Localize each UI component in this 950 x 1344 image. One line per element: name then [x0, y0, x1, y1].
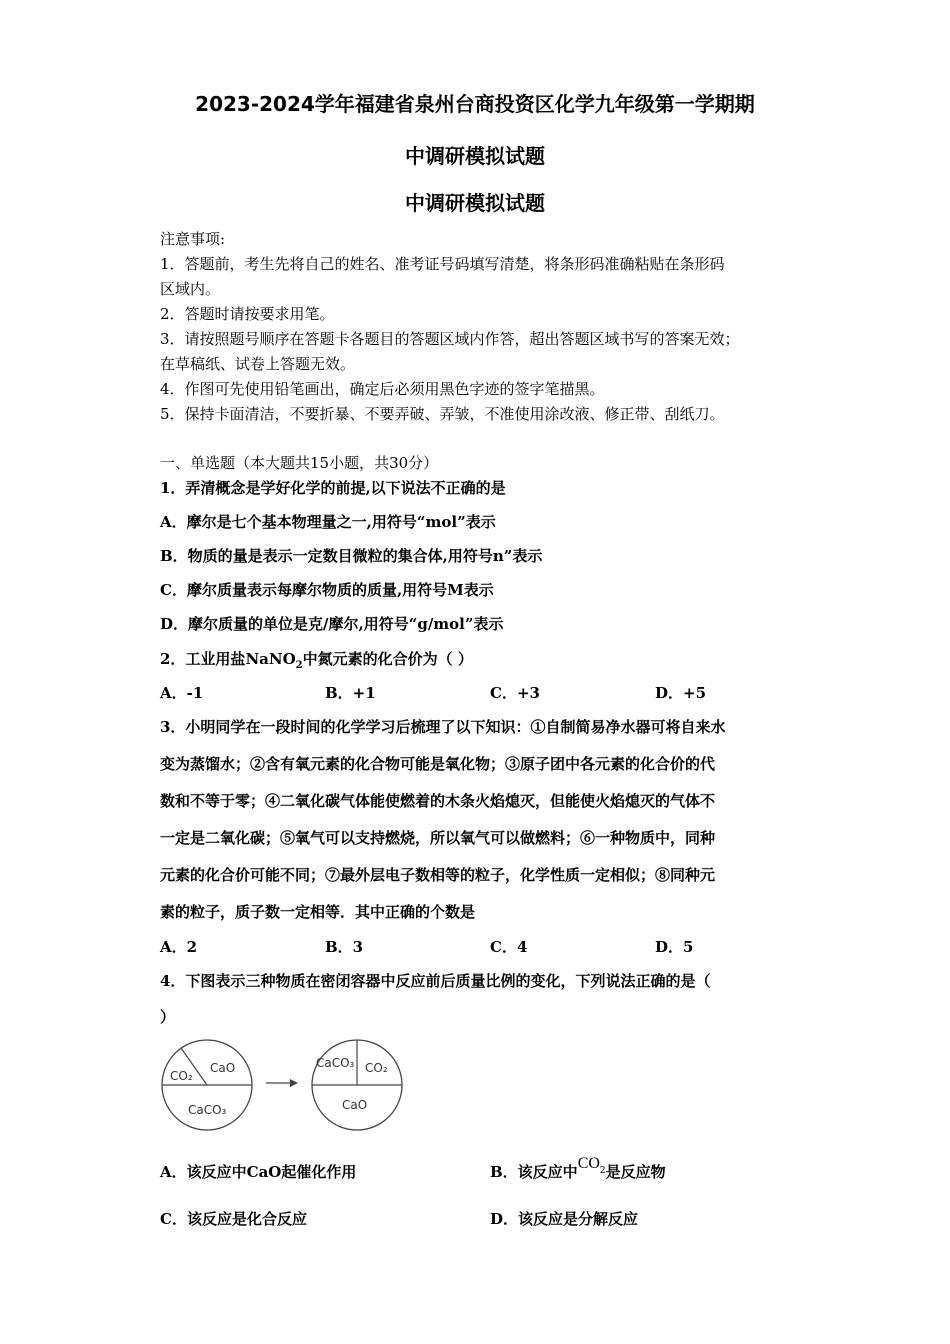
q4-option-b: B．该反应中$CO^2$是反应物 [490, 1155, 666, 1181]
q2-option-c: C．+3 [490, 684, 540, 702]
arrow [266, 1079, 298, 1087]
q2-stem: 2．工业用盐NaNO$_2$中氮元素的化合价为（ ） [160, 650, 473, 671]
section-heading: 一、单选题（本大题共15小题，共30分） [160, 454, 439, 472]
q4-stem-line2: ） [160, 1008, 176, 1026]
notice-item-3a: 3．请按照题号顺序在答题卡各题目的答题区域内作答，超出答题区域书写的答案无效； [160, 330, 740, 348]
q2-option-a: A．-1 [160, 684, 204, 702]
notice-item-5: 5．保持卡面清洁，不要折暴、不要弄破、弄皱，不准使用涂改液、修正带、刮纸刀。 [160, 405, 725, 423]
notice-item-1b: 区域内。 [160, 280, 221, 298]
pie-after-cao-label: CaO [342, 1098, 368, 1112]
q2-option-d: D．+5 [655, 684, 707, 702]
q3-option-b: B．3 [325, 938, 364, 956]
q3-line6: 素的粒子，质子数一定相等．其中正确的个数是 [160, 903, 476, 921]
notice-item-2: 2．答题时请按要求用笔。 [160, 305, 335, 323]
q1-option-b: B．物质的量是表示一定数目微粒的集合体,用符号n”表示 [160, 547, 543, 565]
q4-stem-line1: 4．下图表示三种物质在密闭容器中反应前后质量比例的变化，下列说法正确的是（ [160, 972, 711, 990]
q3-option-d: D．5 [655, 938, 694, 956]
pie-after-co2-label: CO₂ [365, 1061, 388, 1075]
q3-line1: 3．小明同学在一段时间的化学学习后梳理了以下知识：①自制简易净水器可将自来水 [160, 718, 726, 736]
q4-option-a: A．该反应中CaO起催化作用 [160, 1163, 357, 1181]
q3-line4: 一定是二氧化碳；⑤氧气可以支持燃烧，所以氧气可以做燃料；⑥一种物质中，同种 [160, 829, 716, 847]
pie-before-co2-label: CO₂ [170, 1069, 193, 1083]
q1-option-c: C．摩尔质量表示每摩尔物质的质量,用符号M表示 [160, 581, 494, 599]
exam-title-line1: 2023-2024学年福建省泉州台商投资区化学九年级第一学期期 [195, 92, 755, 116]
pie-after [312, 1040, 402, 1130]
exam-title-line3: 中调研模拟试题 [405, 191, 545, 215]
q2-option-b: B．+1 [325, 684, 376, 702]
q3-line2: 变为蒸馏水；②含有氧元素的化合物可能是氧化物；③原子团中各元素的化合价的代 [160, 755, 716, 773]
notice-item-4: 4．作图可先使用铅笔画出，确定后必须用黑色字迹的签字笔描黑。 [160, 380, 605, 398]
q3-line5: 元素的化合价可能不同；⑦最外层电子数相等的粒子，化学性质一定相似；⑧同种元 [160, 866, 716, 884]
notice-heading: 注意事项: [160, 230, 226, 248]
q4-option-c: C．该反应是化合反应 [160, 1210, 307, 1228]
q1-stem: 1．弄清概念是学好化学的前提,以下说法不正确的是 [160, 479, 506, 497]
q1-option-d: D．摩尔质量的单位是克/摩尔,用符号“g/mol”表示 [160, 615, 504, 633]
q3-option-c: C．4 [490, 938, 528, 956]
pie-before-caco3-label: CaCO₃ [188, 1103, 227, 1117]
pie-before [162, 1040, 252, 1130]
q4-option-d: D．该反应是分解反应 [490, 1210, 639, 1228]
pie-after-caco3-label: CaCO₃ [316, 1056, 355, 1070]
notice-item-1a: 1．答题前，考生先将自己的姓名、准考证号码填写清楚，将条形码准确粘贴在条形码 [160, 255, 725, 273]
q1-option-a: A．摩尔是七个基本物理量之一,用符号“mol”表示 [160, 513, 496, 531]
notice-item-3b: 在草稿纸、试卷上答题无效。 [160, 355, 356, 373]
exam-title-line2: 中调研模拟试题 [405, 144, 545, 168]
reaction-pie-diagram [160, 1035, 420, 1139]
pie-before-cao-label: CaO [210, 1061, 236, 1075]
q3-line3: 数和不等于零；④二氧化碳气体能使燃着的木条火焰熄灭，但能使火焰熄灭的气体不 [160, 792, 716, 810]
q3-option-a: A．2 [160, 938, 198, 956]
